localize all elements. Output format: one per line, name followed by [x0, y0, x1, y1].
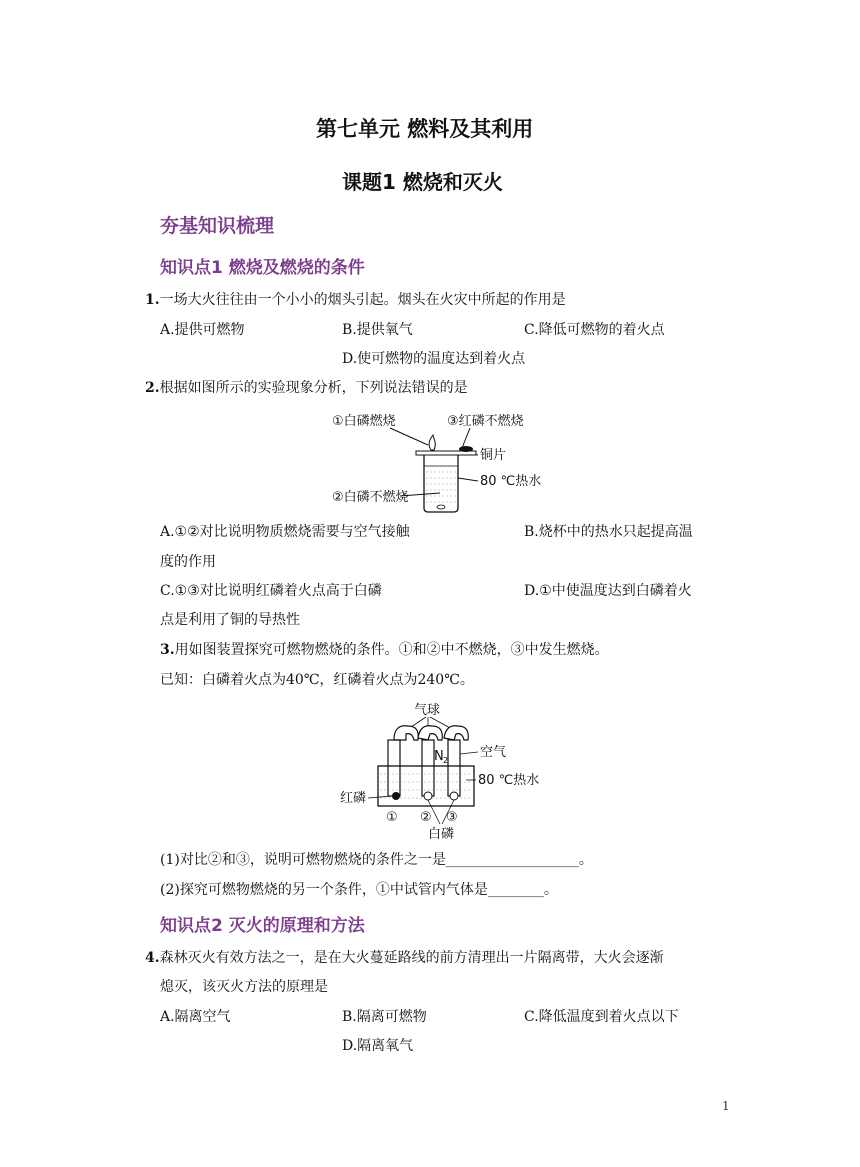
question-number: 4.	[145, 950, 160, 966]
q2-option-c: C.①③对比说明红磷着火点高于白磷	[160, 583, 382, 599]
q2-option-d-cont: 点是利用了铜的导热性	[160, 612, 300, 628]
q1-option-d: D.使可燃物的温度达到着火点	[342, 351, 526, 367]
q1-option-b: B.提供氧气	[342, 322, 413, 338]
red-phosphorus-icon	[392, 792, 400, 800]
question-2	[145, 378, 468, 398]
fig-label-water: 80 ℃热水	[480, 474, 542, 489]
fig-label-copper: 铜片	[480, 448, 507, 463]
q4-option-a: A.隔离空气	[160, 1009, 231, 1025]
question-text: 森林灭火有效方法之一，是在大火蔓延路线的前方清理出一片隔离带，大火会逐渐	[159, 950, 664, 966]
question-3	[160, 640, 609, 660]
q2-option-b: B.烧杯中的热水只起提高温	[524, 524, 693, 540]
q3-apparatus-figure	[340, 696, 540, 842]
unit-title: 第七单元 燃料及其利用	[316, 117, 534, 141]
question-text: 根据如图所示的实验现象分析，下列说法错误的是	[159, 380, 468, 396]
white-phosphorus-icon	[424, 792, 432, 800]
red-phosphorus-icon	[459, 446, 473, 452]
fig-label-2: ②白磷不燃烧	[332, 490, 409, 505]
white-phosphorus-icon	[450, 792, 458, 800]
q4-option-d: D.隔离氧气	[342, 1038, 414, 1054]
q3-subquestion-1: (1)对比②和③，说明可燃物燃烧的条件之一是___________________。	[160, 852, 593, 868]
fig-label-air: 空气	[480, 745, 507, 760]
q1-option-a: A.提供可燃物	[160, 322, 245, 338]
question-number: 2.	[145, 380, 160, 396]
q2-option-b-cont: 度的作用	[160, 554, 216, 570]
lesson-title: 课题1 燃烧和灭火	[342, 170, 503, 194]
q1-option-c: C.降低可燃物的着火点	[524, 322, 665, 338]
fig-label-red: 红磷	[340, 791, 367, 806]
knowledge-point-1: 知识点1 燃烧及燃烧的条件	[160, 258, 365, 278]
fig-label-n2-sub: 2	[443, 756, 449, 765]
q2-option-a: A.①②对比说明物质燃烧需要与空气接触	[160, 524, 410, 540]
section-heading: 夯基知识梳理	[160, 215, 275, 237]
fig-label-n3: ③	[446, 810, 458, 825]
q2-option-d: D.①中使温度达到白磷着火	[524, 583, 692, 599]
question-text: 一场大火往往由一个小小的烟头引起。烟头在火灾中所起的作用是	[159, 292, 566, 308]
fig-label-1: ①白磷燃烧	[332, 414, 396, 429]
flame-icon	[429, 435, 435, 450]
fig-label-n2: N	[434, 749, 444, 764]
fig-label-3: ③红磷不燃烧	[447, 414, 524, 429]
q2-experiment-figure	[330, 408, 550, 516]
question-number: 3.	[160, 642, 175, 658]
q4-option-b: B.隔离可燃物	[342, 1009, 427, 1025]
knowledge-point-2: 知识点2 灭火的原理和方法	[160, 916, 365, 936]
page-number: 1	[722, 1099, 730, 1113]
beaker-icon	[424, 455, 458, 512]
fig-label-n1: ①	[386, 810, 398, 825]
question-text: 用如图装置探究可燃物燃烧的条件。①和②中不燃烧，③中发生燃烧。	[174, 642, 609, 658]
fig-label-n2c: ②	[420, 810, 432, 825]
fig-label-water: 80 ℃热水	[478, 773, 540, 788]
question-4-cont: 熄灭，该灭火方法的原理是	[160, 979, 328, 995]
q3-subquestion-2: (2)探究可燃物燃烧的另一个条件，①中试管内气体是________。	[160, 882, 558, 898]
q3-known-info: 已知：白磷着火点为40℃，红磷着火点为240℃。	[160, 672, 474, 688]
question-number: 1.	[145, 292, 160, 308]
question-1	[145, 290, 566, 310]
fig-label-balloon: 气球	[414, 703, 441, 718]
fig-label-white: 白磷	[428, 827, 455, 842]
q4-option-c: C.降低温度到着火点以下	[524, 1009, 679, 1025]
question-4	[145, 948, 664, 968]
